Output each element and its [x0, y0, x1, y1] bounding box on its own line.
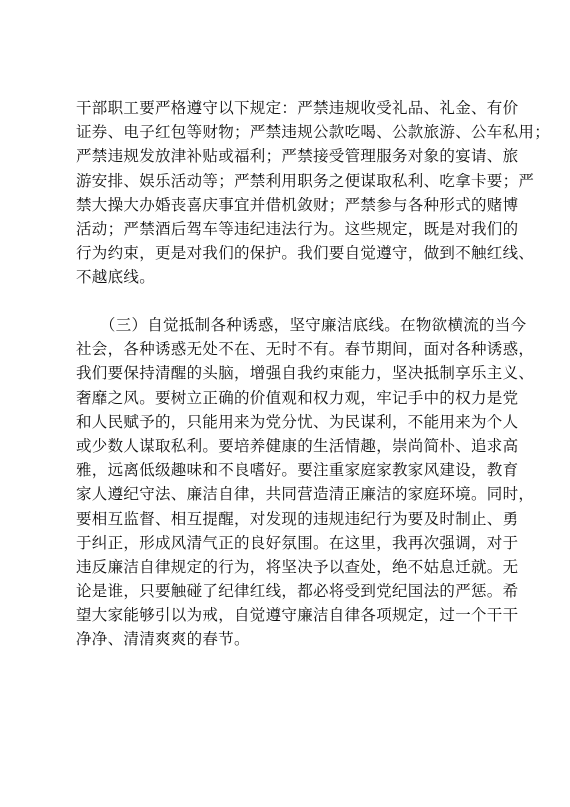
text-line: 于纠正，形成风清气正的良好氛围。在这里，我再次强调，对于 — [76, 533, 519, 552]
text-line: 家人遵纪守法、廉洁自律，共同营造清正廉洁的家庭环境。同时， — [76, 485, 535, 504]
text-line: 违反廉洁自律规定的行为，将坚决予以查处，绝不姑息迁就。无 — [76, 557, 519, 576]
paragraph-regulations — [76, 96, 551, 290]
text-line: （三）自觉抵制各种诱惑，坚守廉洁底线。在物欲横流的当今 — [76, 316, 527, 334]
text-line: 雅，远离低级趣味和不良嗜好。要注重家庭家教家风建设，教育 — [76, 461, 519, 480]
text-line: 行为约束，更是对我们的保护。我们要自觉遵守，做到不触红线、 — [76, 244, 535, 263]
text-line: 禁大操大办婚丧喜庆事宜并借机敛财；严禁参与各种形式的赌博 — [76, 195, 519, 214]
text-line: 社会，各种诱惑无处不在、无时不有。春节期间，面对各种诱惑， — [76, 340, 535, 359]
text-line: 和人民赋予的，只能用来为党分忧、为民谋利，不能用来为个人 — [76, 412, 519, 431]
text-line: 要相互监督、相互提醒，对发现的违规违纪行为要及时制止、勇 — [76, 509, 519, 528]
text-line: 证券、电子红包等财物；严禁违规公款吃喝、公款旅游、公车私用； — [76, 123, 551, 142]
text-line: 净净、清清爽爽的春节。 — [76, 630, 250, 649]
text-line: 活动；严禁酒后驾车等违纪违法行为。这些规定，既是对我们的 — [76, 219, 519, 238]
text-line: 游安排、娱乐活动等；严禁利用职务之便谋取私利、吃拿卡要；严 — [76, 171, 535, 190]
text-line: 不越底线。 — [76, 268, 156, 287]
paragraph-resist-temptation — [76, 313, 535, 652]
text-line: 我们要保持清醒的头脑，增强自我约束能力，坚决抵制享乐主义、 — [76, 364, 535, 383]
text-line: 望大家能够引以为戒，自觉遵守廉洁自律各项规定，过一个干干 — [76, 606, 519, 625]
text-line: 干部职工要严格遵守以下规定：严禁违规收受礼品、礼金、有价 — [76, 99, 519, 117]
text-line: 论是谁，只要触碰了纪律红线，都必将受到党纪国法的严惩。希 — [76, 582, 519, 601]
text-line: 或少数人谋取私利。要培养健康的生活情趣，崇尚简朴、追求高 — [76, 436, 519, 455]
text-line: 严禁违规发放津补贴或福利；严禁接受管理服务对象的宴请、旅 — [76, 147, 519, 166]
text-line: 奢靡之风。要树立正确的价值观和权力观，牢记手中的权力是党 — [76, 388, 519, 407]
